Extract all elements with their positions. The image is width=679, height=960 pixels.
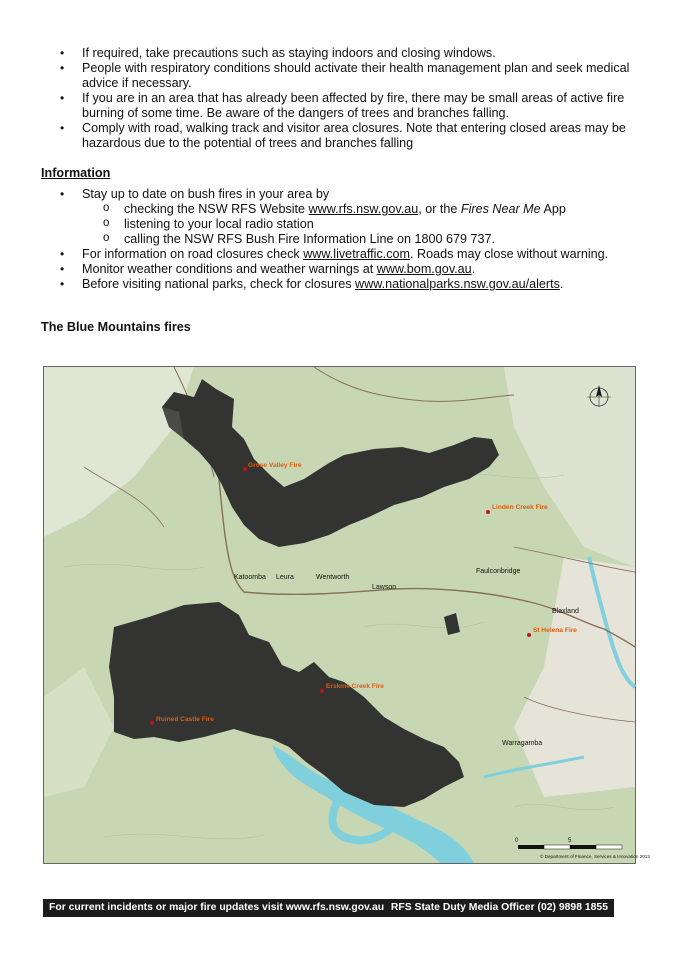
info-line-text: calling the NSW RFS Bush Fire Information Line on 1800 679 737.: [124, 232, 496, 246]
bom-link[interactable]: www.bom.gov.au: [376, 262, 472, 276]
fire-map: [43, 366, 650, 864]
fire-marker-ruined-castle[interactable]: [150, 721, 154, 725]
fire-marker-st-helena[interactable]: [527, 633, 531, 637]
list-item: • People with respiratory conditions should activate their health management plan and seek medical advice if necessary.: [42, 61, 642, 91]
list-item: • If you are in an area that has already been affected by fire, there may be small areas of active fire burning of some time. Be aware of the dangers of trees and branches falling.: [42, 91, 642, 121]
town-label-faulconbridge: Faulconbridge: [476, 568, 521, 575]
fire-label-ruined-castle: Ruined Castle Fire: [156, 716, 214, 723]
town-label-warragamba: Warragamba: [502, 740, 543, 747]
list-item: [42, 262, 642, 277]
sub-list-item: [42, 232, 642, 247]
town-label-lawson: Lawson: [372, 584, 397, 591]
fire-marker-linden[interactable]: [486, 510, 490, 514]
fire-label-grose: Grose Valley Fire: [248, 462, 302, 469]
map-heading: The Blue Mountains fires: [41, 320, 191, 334]
parks-post-text: .: [559, 277, 564, 291]
sub-list-item: [42, 217, 642, 232]
town-label-leura: Leura: [276, 574, 294, 581]
fire-marker-grose[interactable]: [243, 467, 247, 471]
fire-marker-erskine[interactable]: [320, 689, 324, 693]
roads-post-text: . Roads may close without warning.: [410, 247, 609, 261]
list-item: • Comply with road, walking track and visitor area closures. Note that entering closed areas may be hazardous due to the potential of trees and branches falling: [42, 121, 642, 151]
national-parks-link[interactable]: www.nationalparks.nsw.gov.au/alerts: [355, 277, 560, 291]
rfs-website-link[interactable]: www.rfs.nsw.gov.au: [308, 202, 419, 216]
parks-pre-text: Before visiting national parks, check for closures: [82, 277, 355, 291]
scale-bar: [518, 845, 622, 849]
rfs-pre-text: checking the NSW RFS Website: [124, 202, 309, 216]
map-credit: © Department of Finance, Services & Innovation 2013: [540, 854, 650, 859]
list-item: • If required, take precautions such as staying indoors and closing windows.: [42, 46, 642, 61]
information-list: [42, 187, 642, 292]
list-item: [42, 187, 642, 202]
livetraffic-link[interactable]: www.livetraffic.com: [303, 247, 411, 261]
fires-near-me-text: Fires Near Me: [460, 202, 541, 216]
weather-post-text: .: [471, 262, 476, 276]
stay-up-text: Stay up to date on bush fires in your area by: [82, 187, 330, 201]
footer-right-text: RFS State Duty Media Officer (02) 9898 1855: [390, 902, 608, 913]
fire-label-st-helena: St Helena Fire: [533, 627, 577, 634]
scale-label-zero: 0: [515, 838, 519, 844]
weather-pre-text: Monitor weather conditions and weather warnings at: [82, 262, 377, 276]
information-heading: Information: [41, 166, 111, 180]
fire-label-erskine: Erskine Creek Fire: [326, 683, 384, 690]
fire-label-linden: Linden Creek Fire: [492, 504, 548, 511]
town-label-wentworth: Wentworth: [316, 574, 350, 581]
fire-map-svg: [44, 367, 650, 863]
radio-text: listening to your local radio station: [124, 217, 314, 231]
scale-label-five: 5: [568, 838, 572, 844]
sub-list-item: [42, 202, 642, 217]
list-item: [42, 277, 642, 292]
list-item: [42, 247, 642, 262]
precautions-list: [42, 46, 642, 151]
footer-left-text: For current incidents or major fire updates visit www.rfs.nsw.gov.au: [49, 902, 385, 913]
footer-bar: [43, 899, 614, 917]
town-label-katoomba: Katoomba: [234, 574, 266, 581]
rfs-mid-text: , or the: [418, 202, 461, 216]
town-label-blaxland: Blaxland: [552, 608, 579, 615]
roads-pre-text: For information on road closures check: [82, 247, 304, 261]
rfs-post-text: App: [540, 202, 566, 216]
